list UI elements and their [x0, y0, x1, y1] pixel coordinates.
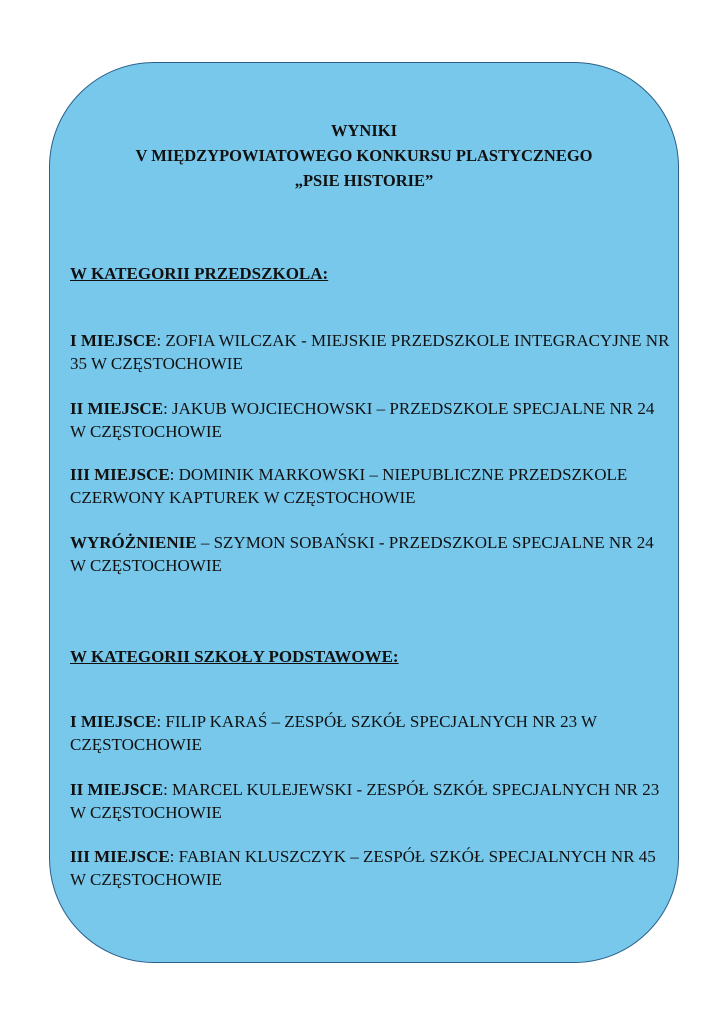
- header-competition-name: V MIĘDZYPOWIATOWEGO KONKURSU PLASTYCZNEGO: [135, 146, 593, 165]
- winner-text: : DOMINIK MARKOWSKI – NIEPUBLICZNE PRZEDSZKOLE CZERWONY KAPTUREK W CZĘSTOCHOWIE: [70, 465, 628, 507]
- header-competition-theme: „PSIE HISTORIE”: [294, 171, 434, 190]
- winner-text: : JAKUB WOJCIECHOWSKI – PRZEDSZKOLE SPECJALNE NR 24 W CZĘSTOCHOWIE: [70, 399, 655, 441]
- winner-text: – SZYMON SOBAŃSKI - PRZEDSZKOLE SPECJALNE NR 24 W CZĘSTOCHOWIE: [70, 533, 654, 575]
- section-heading-primary-school: W KATEGORII SZKOŁY PODSTAWOWE:: [70, 647, 399, 666]
- header-title: WYNIKI: [330, 121, 397, 140]
- result-entry: [70, 330, 670, 375]
- place-label: WYRÓŻNIENIE: [70, 533, 197, 552]
- result-entry: [70, 532, 670, 577]
- winner-text: : MARCEL KULEJEWSKI - ZESPÓŁ SZKÓŁ SPECJALNYCH NR 23 W CZĘSTOCHOWIE: [70, 780, 660, 822]
- place-label: I MIEJSCE: [70, 331, 157, 350]
- winner-text: : FABIAN KLUSZCZYK – ZESPÓŁ SZKÓŁ SPECJALNYCH NR 45 W CZĘSTOCHOWIE: [70, 847, 656, 889]
- place-label: III MIEJSCE: [70, 465, 170, 484]
- result-entry: [70, 711, 670, 756]
- result-entry: [70, 779, 670, 824]
- result-entry: [70, 464, 670, 509]
- place-label: II MIEJSCE: [70, 399, 164, 418]
- place-label: III MIEJSCE: [70, 847, 170, 866]
- document-header: [50, 118, 678, 193]
- section-heading-preschool: W KATEGORII PRZEDSZKOLA:: [70, 264, 329, 283]
- winner-text: : ZOFIA WILCZAK - MIEJSKIE PRZEDSZKOLE INTEGRACYJNE NR 35 W CZĘSTOCHOWIE: [70, 331, 670, 373]
- place-label: I MIEJSCE: [70, 712, 157, 731]
- result-entry: [70, 846, 670, 891]
- results-panel: [49, 62, 679, 963]
- result-entry: [70, 398, 670, 443]
- place-label: II MIEJSCE: [70, 780, 164, 799]
- winner-text: : FILIP KARAŚ – ZESPÓŁ SZKÓŁ SPECJALNYCH NR 23 W CZĘSTOCHOWIE: [70, 712, 597, 754]
